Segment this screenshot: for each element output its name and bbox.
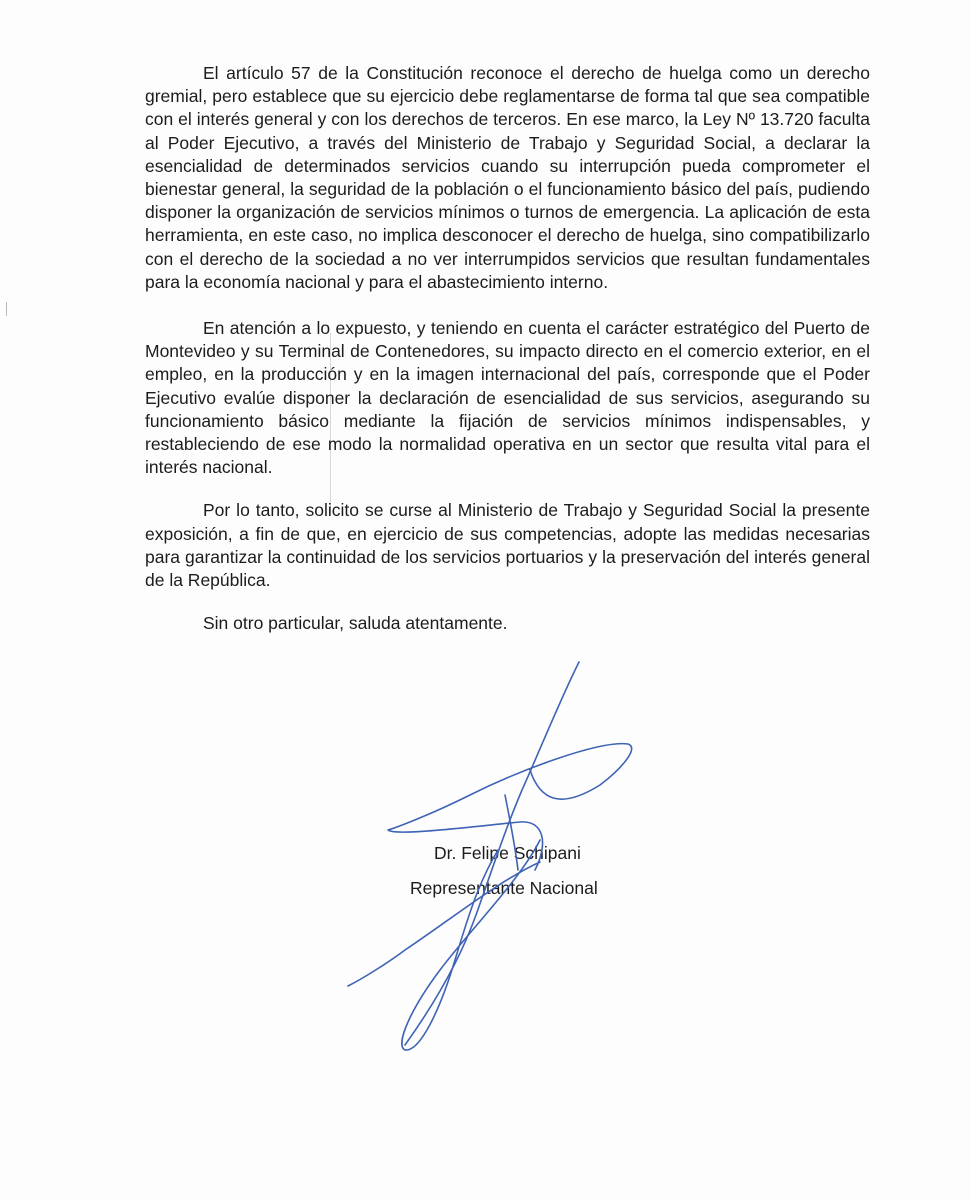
signatory-title: Representante Nacional (410, 878, 598, 898)
paragraph-request: Por lo tanto, solicito se curse al Ministerio de Trabajo y Seguridad Social la presente exposición, a fin de que, en ejercicio de sus competencias, adopte las medidas necesarias para garantizar la continuidad de los servicios portuarios y la preservación del interés general de la República. (145, 500, 870, 591)
letter-body (145, 62, 870, 635)
signatory-name: Dr. Felipe Schipani (434, 843, 581, 863)
closing-line: Sin otro particular, saluda atentamente. (203, 613, 508, 634)
paragraph-port-essentiality: En atención a lo expuesto, y teniendo en cuenta el carácter estratégico del Puerto de Montevideo y su Terminal de Contenedores, su impacto directo en el comercio exterior, en el empleo, en la producción y en la imagen internacional del país, corresponde que el Poder Ejecutivo evalúe disponer la declaración de esencialidad de sus servicios, asegurando su funcionamiento básico mediante la fijación de servicios mínimos indispensables, y restableciendo de ese modo la normalidad operativa en un sector que resulta vital para el interés nacional. (145, 318, 870, 478)
paragraph-constitution: El artículo 57 de la Constitución reconoce el derecho de huelga como un derecho gremial, pero establece que su ejercicio debe reglamentarse de forma tal que sea compatible con el interés general y con los derechos de terceros. En ese marco, la Ley Nº 13.720 faculta al Poder Ejecutivo, a través del Ministerio de Trabajo y Seguridad Social, a declarar la esencialidad de determinados servicios cuando su interrupción pueda comprometer el bienestar general, la seguridad de la población o el funcionamiento básico del país, pudiendo disponer la organización de servicios mínimos o turnos de emergencia. La aplicación de esta herramienta, en este caso, no implica desconocer el derecho de huelga, sino compatibilizarlo con el derecho de la sociedad a no ver interrumpidos servicios que resultan fundamentales para la economía nacional y para el abastecimiento interno. (145, 63, 870, 292)
scan-artifact-mark (6, 302, 7, 316)
